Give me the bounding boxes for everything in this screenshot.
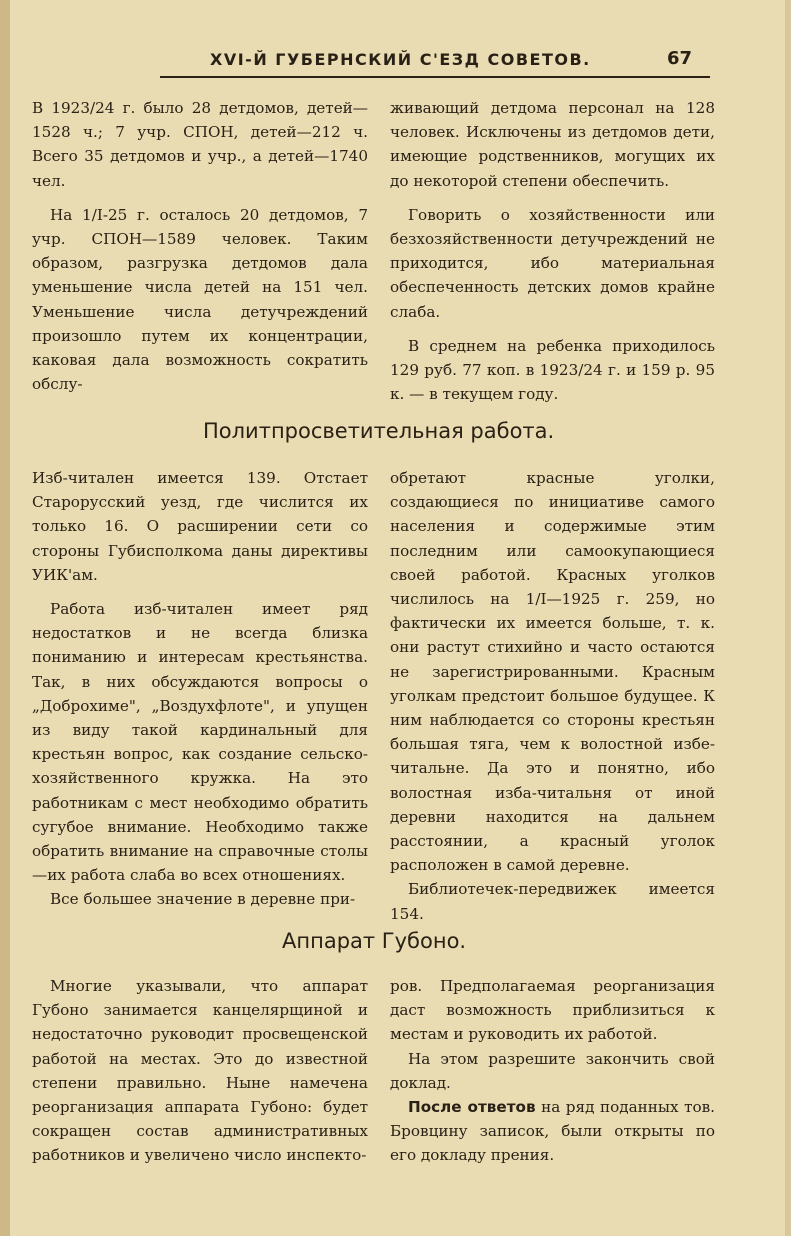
closing-paragraph bbox=[390, 1095, 715, 1168]
paragraph: Работа изб-читален имеет ряд недостатков и не всегда близка пониманию и интересам крестьянства. Так, в них обсуждаются вопросы о „Доброхиме", „Воздухфлоте", и упущен из виду такой кардинальный для крестьян вопрос, как создание сельско-хозяйственного кружка. На это работникам с мест необходимо обратить сугубое внимание. Необходимо также обратить внимание на справочные столы—их работа слаба во всех отношениях. bbox=[32, 600, 368, 885]
paragraph: обретают красные уголки, создающиеся по инициативе самого населения и содержимые этим последним или самоокупающиеся своей работой. Красных уголков числилось на 1/I—1925 г. 259, но фактически их имеется больше, т. к. они растут стихийно и часто остаются не зарегистрированными. Красным уголкам предстоит большое будущее. К ним наблюдается со стороны крестьян большая тяга, чем к волостной избе-читальне. Да это и понятно, ибо волостная изба-читальня от иной деревни находится на дальнем расстоянии, а красный уголок расположен в самой деревне. bbox=[390, 469, 715, 875]
section1-left-column bbox=[32, 96, 368, 396]
paragraph: Многие указывали, что аппарат Губоно занимается канцелярщиной и недостаточно руководит просвещенской работой на местах. Это до известной степени правильно. Ныне намечена реорганизация аппарата Губоно: будет сокращен состав административных работников и увеличено число инспекто- bbox=[32, 977, 368, 1165]
section1-right-column bbox=[390, 96, 715, 406]
section3-right-column bbox=[390, 974, 715, 1168]
paragraph: живающий детдома персонал на 128 человек. Исключены из детдомов дети, имеющие родственников, могущих их до некоторой степени обеспечить. bbox=[390, 99, 715, 190]
page-number: 67 bbox=[666, 48, 692, 69]
header-title: XVI-Й ГУБЕРНСКИЙ С'ЕЗД СОВЕТОВ. bbox=[210, 50, 591, 69]
section2-right-column bbox=[390, 466, 715, 926]
paragraph: На этом разрешите закончить свой доклад. bbox=[390, 1049, 715, 1092]
paragraph: Говорить о хозяйственности или безхозяйственности детучреждений не приходится, ибо материальная обеспеченность детских домов крайне слаба. bbox=[390, 205, 715, 321]
closing-rest: на ряд поданных тов. Бровцину записок, были открыты по его докладу прения. bbox=[390, 1098, 715, 1165]
section-heading-politprosvet: Политпросветительная работа. bbox=[203, 419, 555, 443]
paragraph: На 1/I-25 г. осталось 20 детдомов, 7 учр. СПОН—1589 человек. Таким образом, разгрузка детдомов дала уменьшение числа детей на 151 чел. Уменьшение числа детучреждений произошло путем их концентрации, каковая дала возможность сократить обслу- bbox=[32, 205, 368, 394]
paragraph: Библиотечек-передвижек имеется 154. bbox=[390, 880, 715, 923]
paragraph: Все большее значение в деревне при- bbox=[50, 890, 356, 909]
paragraph: Изб-читален имеется 139. Отстает Старорусский уезд, где числится их только 16. О расширении сети со стороны Губисполкома даны директивы УИК'ам. bbox=[32, 469, 368, 584]
paragraph: В среднем на ребенка приходилось 129 руб. 77 коп. в 1923/24 г. и 159 р. 95 к. — в текущем году. bbox=[390, 336, 715, 404]
closing-bold-lead: После ответов bbox=[408, 1098, 536, 1117]
running-header bbox=[160, 46, 710, 78]
paragraph: ров. Предполагаемая реорганизация даст возможность приблизиться к местам и руководить их работой. bbox=[390, 977, 715, 1044]
section3-left-column bbox=[32, 974, 368, 1168]
section2-left-column bbox=[32, 466, 368, 912]
paragraph: В 1923/24 г. было 28 детдомов, детей—1528 ч.; 7 учр. СПОН, детей—212 ч. Всего 35 детдомов и учр., а детей—1740 чел. bbox=[32, 99, 368, 190]
section-heading-apparat-gubono: Аппарат Губоно. bbox=[282, 929, 467, 953]
